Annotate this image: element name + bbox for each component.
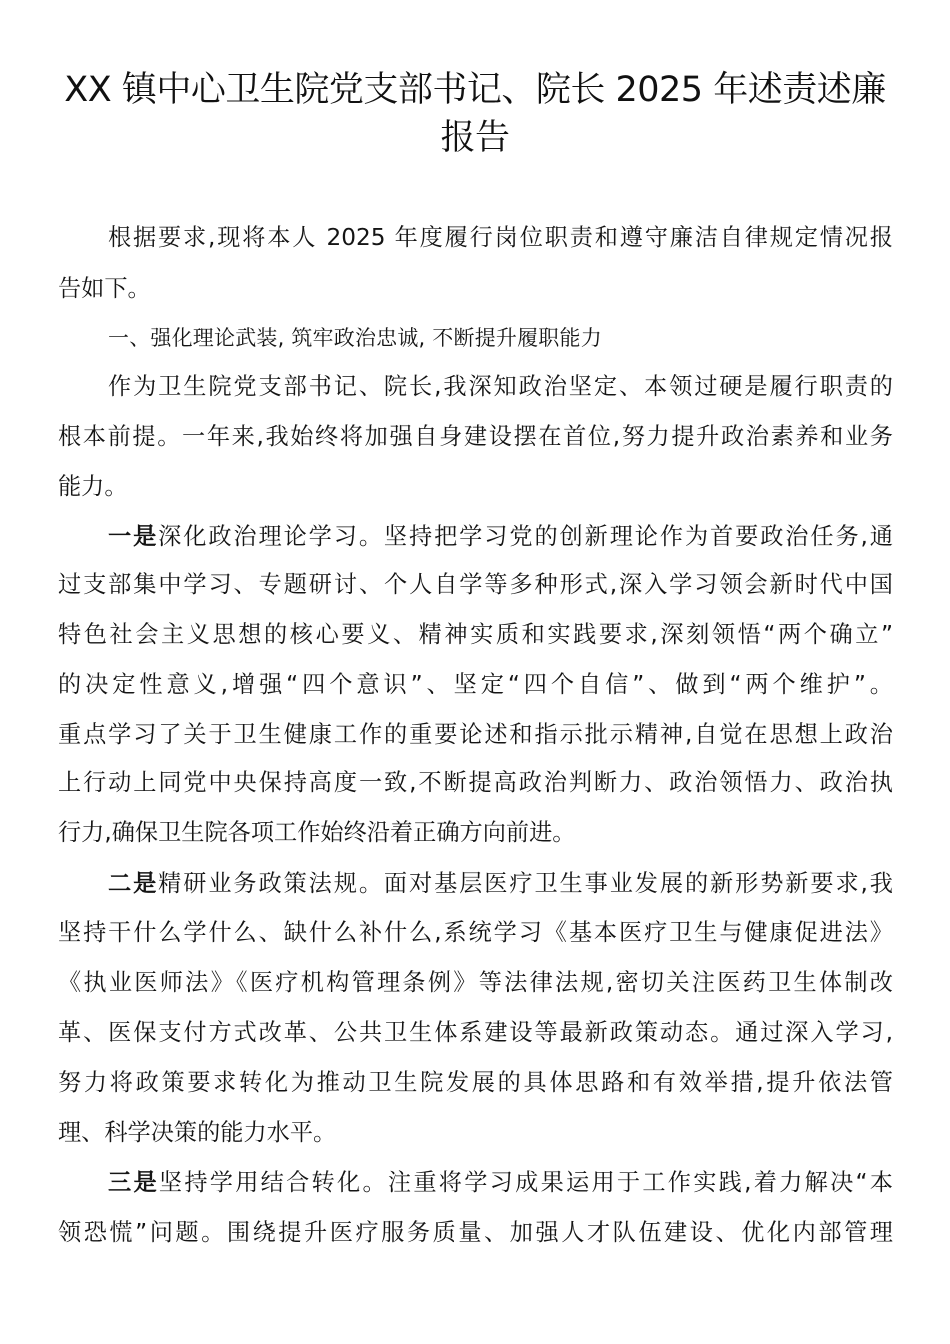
paragraph-line: 领恐慌”问题。围绕提升医疗服务质量、加强人才队伍建设、优化内部管理 [58,1219,893,1246]
paragraph-line: 革、医保支付方式改革、公共卫生体系建设等最新政策动态。通过深入学习, [58,1019,893,1046]
paragraph-line: 告如下。 [58,275,151,302]
point-text: 精研业务政策法规。面对基层医疗卫生事业发展的新形势新要求,我 [158,870,893,897]
point-label: 一是 [108,523,159,550]
paragraph-line: 理、科学决策的能力水平。 [58,1119,337,1146]
paragraph-line: 行力,确保卫生院各项工作始终沿着正确方向前进。 [58,819,576,846]
paragraph-line [108,1168,893,1198]
document-title [40,66,910,162]
section-heading: 一、强化理论武装, 筑牢政治忠诚, 不断提升履职能力 [108,326,602,350]
paragraph-line: 上行动上同党中央保持高度一致,不断提高政治判断力、政治领悟力、政治执 [58,769,893,796]
paragraph-line: 根据要求,现将本人 2025 年度履行岗位职责和遵守廉洁自律规定情况报 [108,224,893,251]
point-text: 坚持学用结合转化。注重将学习成果运用于工作实践,着力解决“本 [158,1169,893,1196]
paragraph-line: 过支部集中学习、专题研讨、个人自学等多种形式,深入学习领会新时代中国 [58,571,893,598]
point-text: 深化政治理论学习。坚持把学习党的创新理论作为首要政治任务,通 [158,523,893,550]
paragraph-line: 特色社会主义思想的核心要义、精神实质和实践要求,深刻领悟“两个确立” [58,621,893,648]
paragraph-line: 努力将政策要求转化为推动卫生院发展的具体思路和有效举措,提升依法管 [58,1069,893,1096]
paragraph-line: 能力。 [58,473,128,500]
paragraph-line: 重点学习了关于卫生健康工作的重要论述和指示批示精神,自觉在思想上政治 [58,721,893,748]
point-label: 三是 [108,1169,159,1196]
title-line-2: 报告 [440,118,510,158]
title-line-1: XX 镇中心卫生院党支部书记、院长 2025 年述责述廉 [64,70,886,110]
point-label: 二是 [108,870,159,897]
paragraph-line [108,869,893,899]
paragraph-line: 《执业医师法》《医疗机构管理条例》等法律法规,密切关注医药卫生体制改 [58,969,893,996]
paragraph-line: 根本前提。一年来,我始终将加强自身建设摆在首位,努力提升政治素养和业务 [58,423,893,450]
paragraph-line: 的决定性意义,增强“四个意识”、坚定“四个自信”、做到“两个维护”。 [58,671,893,698]
paragraph-line [108,522,893,552]
paragraph-line: 作为卫生院党支部书记、院长,我深知政治坚定、本领过硬是履行职责的 [108,373,893,400]
paragraph-line: 坚持干什么学什么、缺什么补什么,系统学习《基本医疗卫生与健康促进法》 [58,919,893,946]
